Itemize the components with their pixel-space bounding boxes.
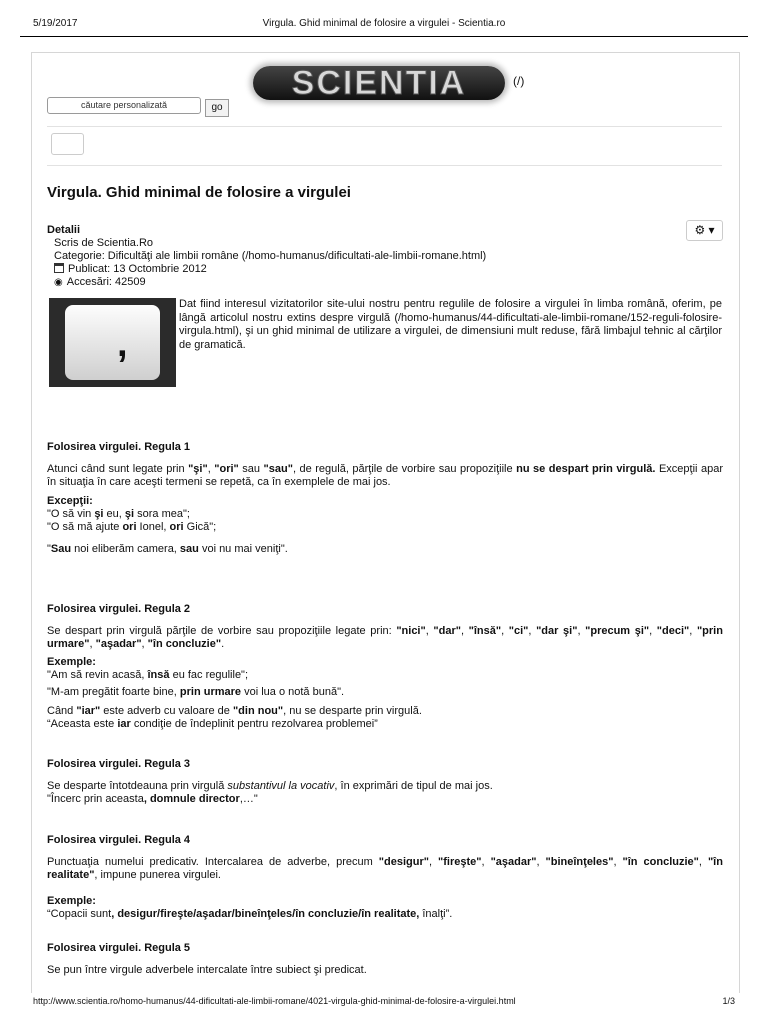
rule-2-note-example: “Aceasta este iar condiţie de îndeplinit pentru rezolvarea problemei” xyxy=(47,718,378,730)
article-hits xyxy=(54,276,146,289)
article-category[interactable]: Categorie: Dificultăţi ale limbii române (/homo-humanus/dificultati-ale-limbii-romane.html) xyxy=(54,250,487,262)
rule-1-example: "Sau noi eliberăm camera, sau voi nu mai veniţi". xyxy=(47,543,288,555)
rule-3-text: Se desparte întotdeauna prin virgulă substantivul la vocativ, în exprimări de tipul de mai jos. xyxy=(47,780,493,792)
rule-2-examples-label: Exemple: xyxy=(47,656,96,668)
gear-icon: ⚙ ▾ xyxy=(694,223,715,237)
print-header xyxy=(0,0,768,36)
rule-2-note: Când "iar" este adverb cu valoare de "din nou", nu se desparte prin virgulă. xyxy=(47,705,422,717)
rule-1-heading: Folosirea virgulei. Regula 1 xyxy=(47,441,191,453)
comma-glyph: , xyxy=(117,323,128,365)
rule-5-section xyxy=(47,942,723,977)
details-label: Detalii xyxy=(47,224,81,236)
rule-2-text: Se despart prin virgulă părţile de vorbire sau propoziţiile legate prin: "nici", "dar", "însă", "ci", "dar şi", "precum şi", "deci", "prin urmare", "aşadar", "în concluzie". xyxy=(47,625,723,650)
search-go-button[interactable]: go xyxy=(205,99,229,117)
article-published xyxy=(54,263,207,276)
page-number: 1/3 xyxy=(722,996,735,1006)
rule-4-heading: Folosirea virgulei. Regula 4 xyxy=(47,834,191,846)
divider xyxy=(47,126,722,127)
rule-4-example: “Copacii sunt, desigur/fireşte/aşadar/bineînţeles/în concluzie/în realitate, înalţi”. xyxy=(47,908,453,920)
rule-1-section xyxy=(47,441,723,556)
print-footer xyxy=(33,996,735,1006)
article-tools-button[interactable] xyxy=(686,220,723,241)
share-placeholder-box[interactable] xyxy=(51,133,84,155)
article-title: Virgula. Ghid minimal de folosire a virgulei xyxy=(47,184,351,201)
rule-3-heading: Folosirea virgulei. Regula 3 xyxy=(47,758,191,770)
rule-4-examples-label: Exemple: xyxy=(47,895,96,907)
rule-2-example: "Am să revin acasă, însă eu fac regulile"; xyxy=(47,669,249,681)
logo-link[interactable]: (/) xyxy=(513,74,525,88)
rule-3-section xyxy=(47,758,723,806)
print-date: 5/19/2017 xyxy=(33,18,78,29)
rule-1-exceptions-label: Excepţii: xyxy=(47,495,93,507)
rule-3-example: "Încerc prin aceasta, domnule director,…" xyxy=(47,793,258,805)
published-text: Publicat: 13 Octombrie 2012 xyxy=(68,263,207,275)
rule-4-section xyxy=(47,834,723,921)
article-author: Scris de Scientia.Ro xyxy=(54,237,154,249)
rule-1-example: "O să vin şi eu, şi sora mea"; xyxy=(47,508,190,520)
print-footer-url[interactable]: http://www.scientia.ro/homo-humanus/44-dificultati-ale-limbii-romane/4021-virgula-ghid-minimal-de-folosire-a-virgulei.html xyxy=(33,996,516,1006)
search-input[interactable]: căutare personalizată xyxy=(47,97,201,114)
print-title: Virgula. Ghid minimal de folosire a virgulei - Scientia.ro xyxy=(262,18,506,29)
hits-text: Accesări: 42509 xyxy=(66,276,146,288)
calendar-icon xyxy=(54,263,64,273)
site-logo[interactable] xyxy=(253,66,505,100)
rule-2-example: "M-am pregătit foarte bine, prin urmare voi lua o notă bună". xyxy=(47,686,345,698)
article-intro: Dat fiind interesul vizitatorilor site-ului nostru pentru regulile de folosire a virgulei în limba română, oferim, pe lângă articolul nostru extins despre virgulă (/homo-humanus/44-dificultati-ale-limbii-romane/152-reguli-folosire-virgula.html), şi un ghid minimal de utilizare a virgulei, de dimensiuni mult reduse, fără limbajul tehnic al cărţilor de gramatică. xyxy=(179,298,722,352)
article-thumbnail xyxy=(49,298,176,387)
rule-5-text: Se pun între virgule adverbele intercalate între subiect şi predicat. xyxy=(47,964,367,976)
eye-icon: ◉ xyxy=(54,277,63,288)
site-logo-text: SCIENTIA xyxy=(291,64,467,102)
rule-4-text: Punctuaţia numelui predicativ. Intercalarea de adverbe, precum "desigur", "fireşte", "aşadar", "bineînţeles", "în concluzie", "în realitate", impune punerea virgulei. xyxy=(47,856,723,881)
rule-2-section xyxy=(47,603,723,731)
rule-5-heading: Folosirea virgulei. Regula 5 xyxy=(47,942,191,954)
rule-2-heading: Folosirea virgulei. Regula 2 xyxy=(47,603,191,615)
divider xyxy=(47,165,722,166)
comma-key-image xyxy=(65,305,160,380)
rule-1-example: "O să mă ajute ori Ionel, ori Gică"; xyxy=(47,521,217,533)
rule-1-text: Atunci când sunt legate prin "şi", "ori" sau "sau", de regulă, părţile de vorbire sau propoziţiile nu se despart prin virgulă. Excepţii apar în situaţia în care aceşti termeni se repetă, ca în exemplele de mai jos. xyxy=(47,463,724,488)
print-header-rule xyxy=(20,36,748,37)
